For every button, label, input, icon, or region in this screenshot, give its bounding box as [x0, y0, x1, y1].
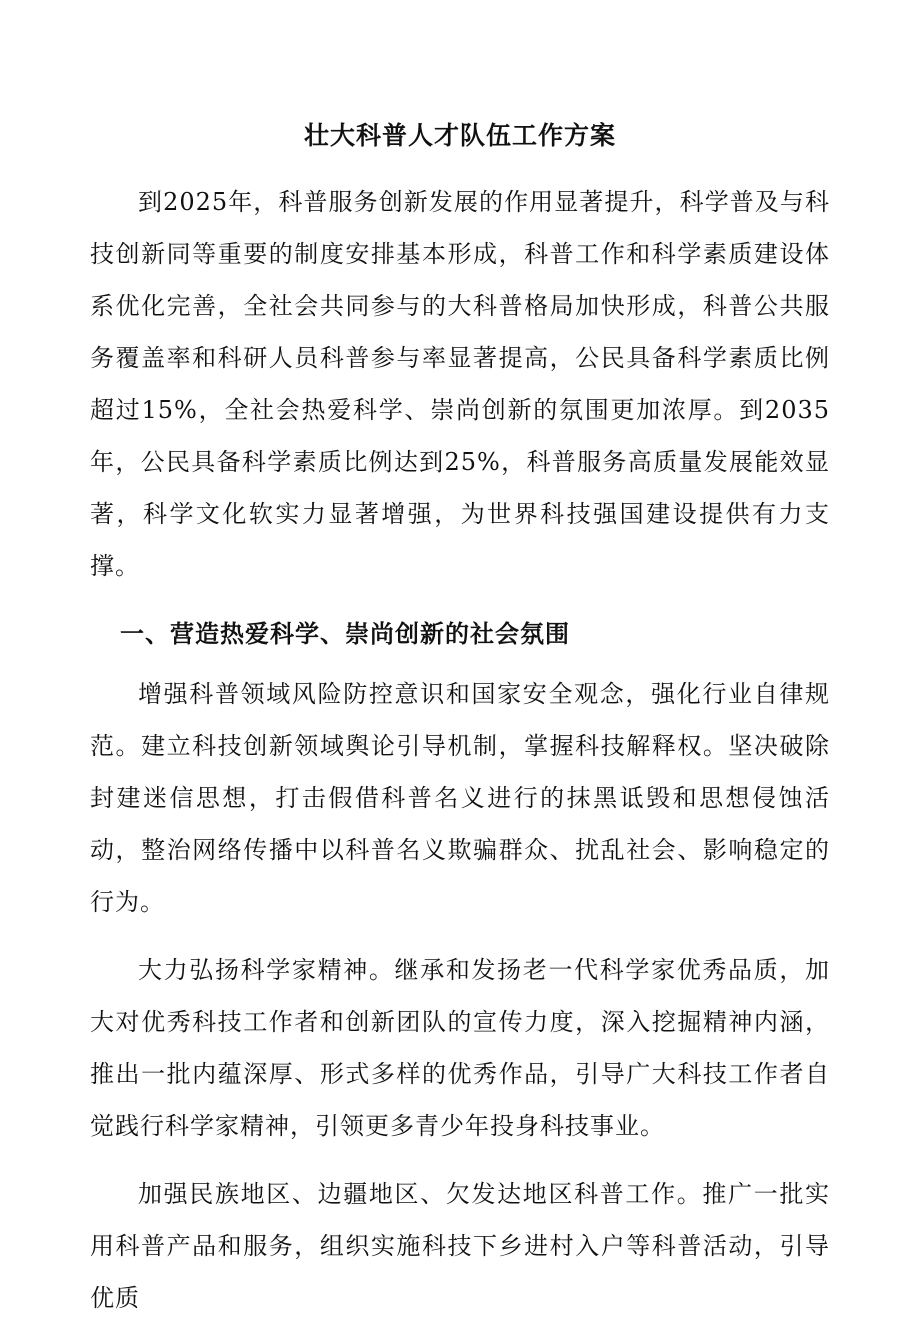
section1-paragraph-3: 加强民族地区、边疆地区、欠发达地区科普工作。推广一批实用科普产品和服务，组织实施科技下乡进村入户等科普活动，引导优质: [90, 1180, 830, 1312]
intro-paragraph: 到2025年，科普服务创新发展的作用显著提升，科学普及与科技创新同等重要的制度安排基本形成，科普工作和科学素质建设体系优化完善，全社会共同参与的大科普格局加快形成，科普公共服务覆盖率和科研人员科普参与率显著提高，公民具备科学素质比例超过15%，全社会热爱科学、崇尚创新的氛围更加浓厚。到2035年，公民具备科学素质比例达到25%，科普服务高质量发展能效显著，科学文化软实力显著增强，为世界科技强国建设提供有力支撑。: [90, 188, 830, 580]
section1-paragraph-2: 大力弘扬科学家精神。继承和发扬老一代科学家优秀品质，加大对优秀科技工作者和创新团队的宣传力度，深入挖掘精神内涵，推出一批内蕴深厚、形式多样的优秀作品，引导广大科技工作者自觉践行科学家精神，引领更多青少年投身科技事业。: [90, 956, 830, 1140]
section1-paragraph-1: 增强科普领域风险防控意识和国家安全观念，强化行业自律规范。建立科技创新领域舆论引导机制，掌握科技解释权。坚决破除封建迷信思想，打击假借科普名义进行的抹黑诋毁和思想侵蚀活动，整治网络传播中以科普名义欺骗群众、扰乱社会、影响稳定的行为。: [90, 680, 830, 916]
section-heading-1: 一、营造热爱科学、崇尚创新的社会氛围: [120, 619, 570, 648]
document-page: [90, 112, 830, 1340]
document-title: 壮大科普人才队伍工作方案: [303, 121, 616, 150]
